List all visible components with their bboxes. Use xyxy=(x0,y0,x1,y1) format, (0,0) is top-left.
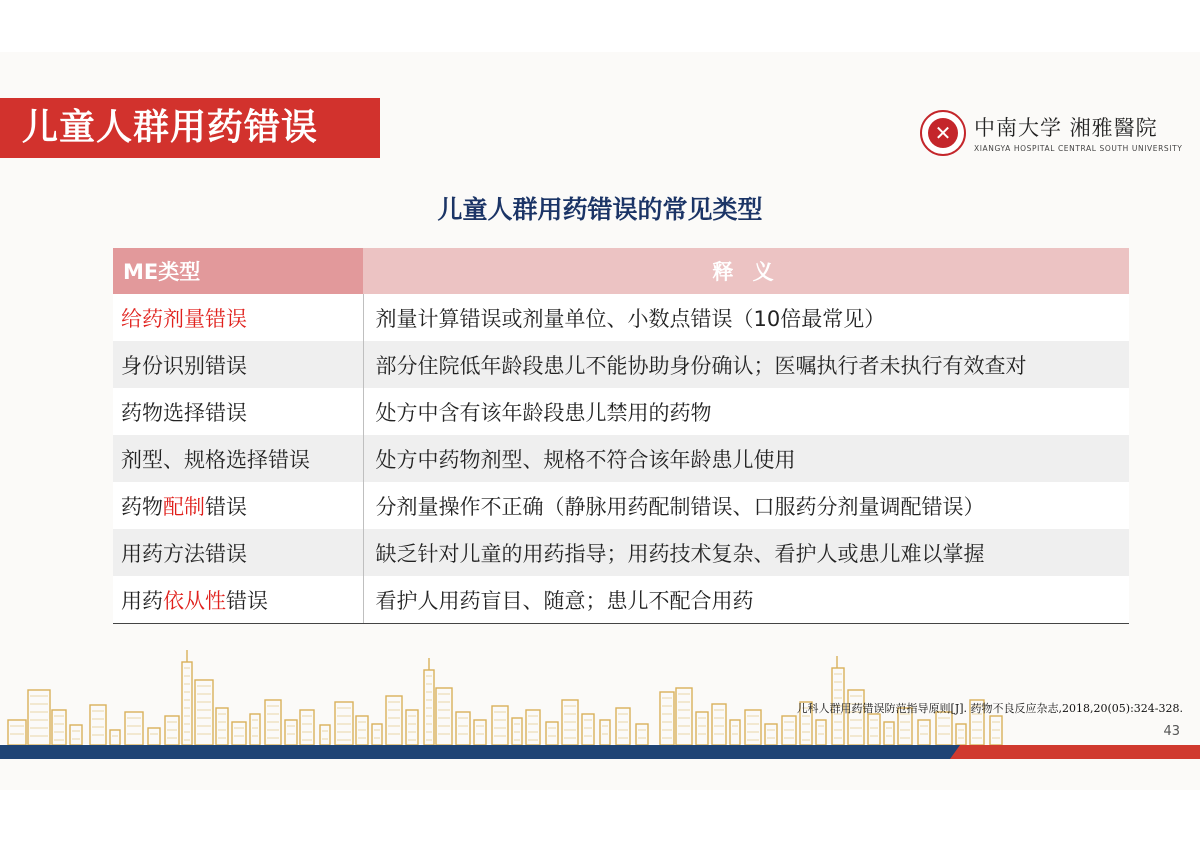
me-type-cell xyxy=(113,388,363,435)
page-number: 43 xyxy=(1163,724,1180,739)
header-me-type: ME类型 xyxy=(113,248,363,294)
type-text: 错误 xyxy=(226,588,268,613)
table-subtitle: 儿童人群用药错误的常见类型 xyxy=(437,195,763,224)
me-type-cell xyxy=(113,529,363,576)
logo-name-en: XIANGYA HOSPITAL CENTRAL SOUTH UNIVERSITY xyxy=(974,144,1183,153)
definition-cell: 分剂量操作不正确（静脉用药配制错误、口服药分剂量调配错误） xyxy=(363,482,1129,529)
table-row xyxy=(113,341,1129,388)
slide-title: 儿童人群用药错误 xyxy=(22,107,319,148)
table-row xyxy=(113,388,1129,435)
me-types-table xyxy=(113,248,1129,624)
type-text: 用药方法错误 xyxy=(121,541,247,566)
type-text: 药物 xyxy=(121,494,163,519)
xiangya-seal-icon: ✕ xyxy=(920,110,966,156)
table-header-row xyxy=(113,248,1129,294)
type-text: 用药 xyxy=(121,588,163,613)
definition-cell: 处方中药物剂型、规格不符合该年龄患儿使用 xyxy=(363,435,1129,482)
me-type-cell xyxy=(113,482,363,529)
highlighted-text: 依从性 xyxy=(163,588,226,613)
highlighted-text: 配制 xyxy=(163,494,205,519)
definition-cell: 部分住院低年龄段患儿不能协助身份确认；医嘱执行者未执行有效查对 xyxy=(363,341,1129,388)
me-type-cell xyxy=(113,576,363,624)
me-type-cell xyxy=(113,294,363,341)
table-row xyxy=(113,294,1129,341)
table-row xyxy=(113,482,1129,529)
definition-cell: 剂量计算错误或剂量单位、小数点错误（10倍最常见） xyxy=(363,294,1129,341)
type-text: 身份识别错误 xyxy=(121,353,247,378)
citation-text: 儿科人群用药错误防范指导原则[J]. 药物不良反应杂志,2018,20(05):324-328. xyxy=(796,702,1183,715)
logo-name-cn: 中南大学 湘雅醫院 xyxy=(974,116,1158,140)
me-type-cell xyxy=(113,435,363,482)
hospital-logo xyxy=(920,110,1183,160)
me-type-cell xyxy=(113,341,363,388)
table-row xyxy=(113,576,1129,624)
type-text: 剂型、规格选择错误 xyxy=(121,447,310,472)
type-text: 错误 xyxy=(205,494,247,519)
highlighted-text: 给药剂量错误 xyxy=(121,306,247,331)
city-skyline-decoration xyxy=(0,650,1200,790)
type-text: 药物选择错误 xyxy=(121,400,247,425)
table-row xyxy=(113,435,1129,482)
header-definition: 释 义 xyxy=(363,248,1129,294)
table-row xyxy=(113,529,1129,576)
definition-cell: 看护人用药盲目、随意；患儿不配合用药 xyxy=(363,576,1129,624)
title-bar xyxy=(0,98,380,158)
definition-cell: 处方中含有该年龄段患儿禁用的药物 xyxy=(363,388,1129,435)
definition-cell: 缺乏针对儿童的用药指导；用药技术复杂、看护人或患儿难以掌握 xyxy=(363,529,1129,576)
